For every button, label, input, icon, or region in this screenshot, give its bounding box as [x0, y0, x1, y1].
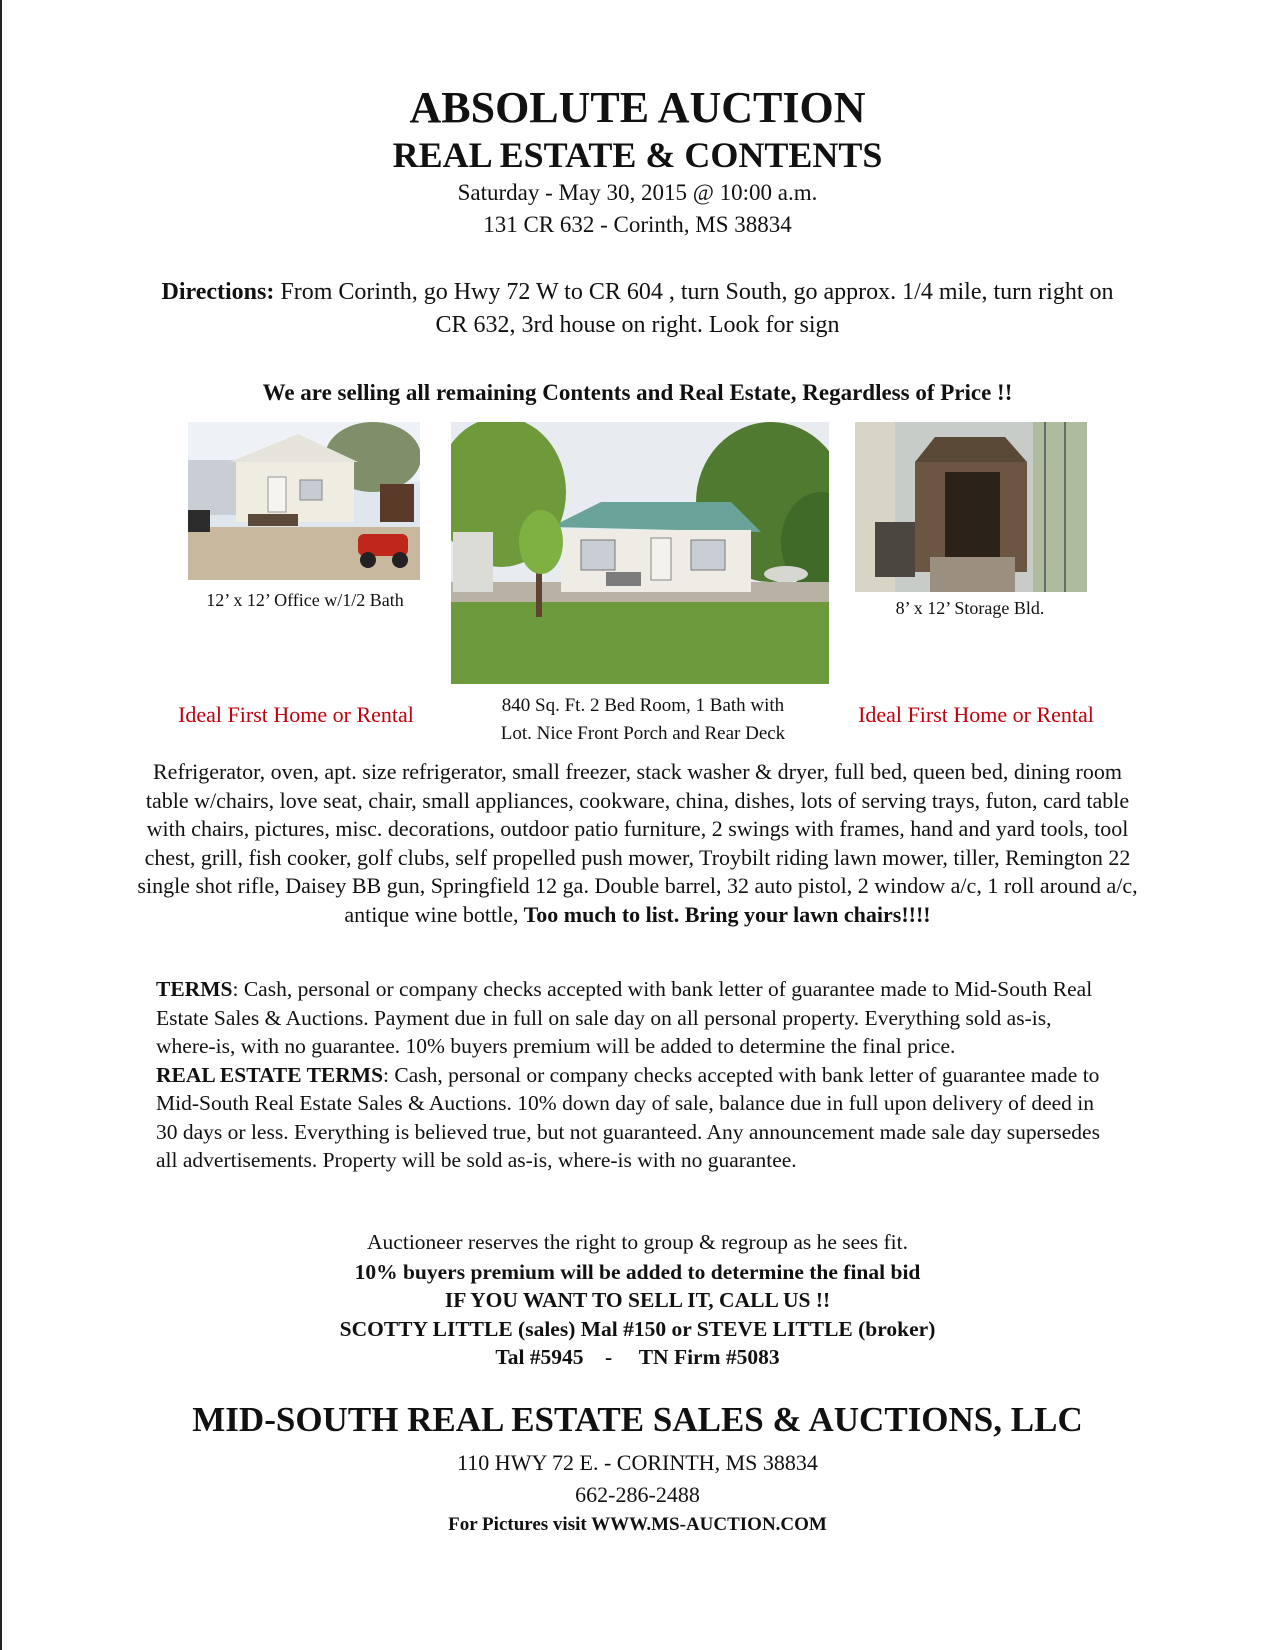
auction-title: ABSOLUTE AUCTION: [409, 83, 866, 132]
contents-emphasis: Too much to list. Bring your lawn chairs!!!!: [518, 901, 931, 927]
house-photo: [451, 422, 829, 684]
directions-text: From Corinth, go Hwy 72 W to CR 604 , turn South, go approx. 1/4 mile, turn right on CR 632, 3rd house on right. Look for sign: [274, 279, 1114, 338]
terms-text: : Cash, personal or company checks accepted with bank letter of guarantee made to Mid-South Real Estate Sales & Auctions. Payment due in full on sale day on all personal property. Everything sold as-is, where-is, with no guarantee. 10% buyers premium will be added to determine the final price.: [156, 977, 1093, 1058]
company-name: MID-SOUTH REAL ESTATE SALES & AUCTIONS, LLC: [192, 1400, 1083, 1439]
real-estate-terms-label: REAL ESTATE TERMS: [156, 1062, 384, 1087]
office-caption: 12’ x 12’ Office w/1/2 Bath: [206, 590, 404, 610]
agents-line: SCOTTY LITTLE (sales) Mal #150 or STEVE LITTLE (broker): [339, 1317, 936, 1341]
office-photo: [188, 422, 420, 580]
storage-caption: 8’ x 12’ Storage Bld.: [895, 598, 1045, 618]
ideal-home-note-right: Ideal First Home or Rental: [858, 702, 1094, 727]
directions-label: Directions:: [161, 279, 275, 305]
company-phone: 662-286-2488: [575, 1482, 700, 1507]
buyers-premium-note: 10% buyers premium will be added to determine the final bid: [354, 1260, 921, 1284]
real-estate-terms-text: : Cash, personal or company checks accepted with bank letter of guarantee made to Mid-South Real Estate Sales & Auctions. 10% down day of sale, balance due in full upon delivery of deed in 30 days or less. Everything is believed true, but not guaranteed. Any announcement made sale day supersedes all advertisements. Property will be sold as-is, where-is with no guarantee.: [156, 1062, 1100, 1172]
contents-items: Refrigerator, oven, apt. size refrigerator, small freezer, stack washer & dryer, full bed, queen bed, dining room table w/chairs, love seat, chair, small appliances, cookware, china, dishes, lots of serving trays, futon, card table with chairs, pictures, misc. decorations, outdoor patio furniture, 2 swings with frames, hand and yard tools, tool chest, grill, fish cooker, golf clubs, self propelled push mower, Troybilt riding lawn mower, tiller, Remington 22 single shot rifle, Daisey BB gun, Springfield 12 ga. Double barrel, 32 auto pistol, 2 window a/c, 1 roll around a/c, antique wine bottle,: [137, 759, 1138, 927]
house-caption: [452, 692, 834, 748]
terms-label: TERMS: [156, 977, 233, 1001]
selling-banner: We are selling all remaining Contents and Real Estate, Regardless of Price !!: [262, 380, 1013, 405]
call-us-note: IF YOU WANT TO SELL IT, CALL US !!: [444, 1288, 831, 1312]
ideal-home-note-left: Ideal First Home or Rental: [178, 702, 414, 727]
licenses-line: Tal #5945 - TN Firm #5083: [495, 1345, 780, 1369]
directions: [150, 276, 1125, 342]
company-address: 110 HWY 72 E. - CORINTH, MS 38834: [457, 1450, 818, 1475]
house-caption-line2: Lot. Nice Front Porch and Rear Deck: [500, 723, 786, 744]
company-website: For Pictures visit WWW.MS-AUCTION.COM: [448, 1514, 827, 1535]
house-caption-line1: 840 Sq. Ft. 2 Bed Room, 1 Bath with: [501, 695, 785, 716]
contents-list: [135, 758, 1140, 930]
terms-section: [156, 975, 1116, 1175]
storage-photo: [855, 422, 1087, 592]
auction-subtitle: REAL ESTATE & CONTENTS: [392, 135, 883, 175]
auctioneer-note: Auctioneer reserves the right to group & regroup as he sees fit.: [367, 1230, 908, 1254]
property-address: 131 CR 632 - Corinth, MS 38834: [483, 212, 792, 237]
real-estate-terms-paragraph: [156, 1061, 1116, 1175]
auction-datetime: Saturday - May 30, 2015 @ 10:00 a.m.: [457, 180, 818, 205]
terms-paragraph: [156, 975, 1116, 1061]
